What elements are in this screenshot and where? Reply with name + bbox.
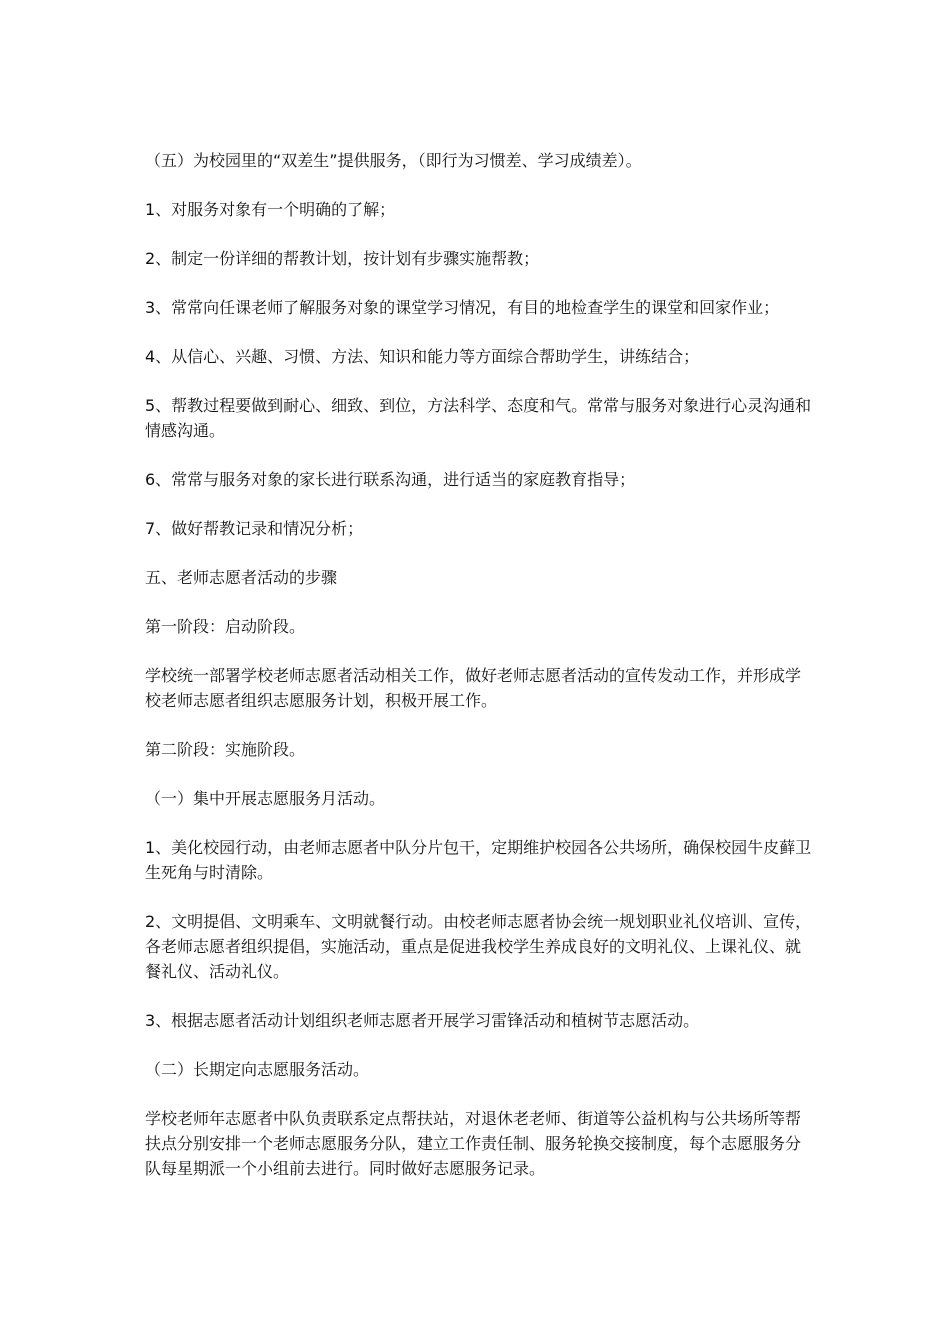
stage-heading: 第一阶段：启动阶段。: [145, 617, 306, 636]
list-item: 3、常常向任课老师了解服务对象的课堂学习情况，有目的地检查学生的课堂和回家作业；: [145, 298, 780, 317]
list-item: 1、对服务对象有一个明确的了解；: [145, 200, 396, 219]
stage-heading: 第二阶段：实施阶段。: [145, 740, 306, 759]
list-item: 2、文明提倡、文明乘车、文明就餐行动。由校老师志愿者协会统一规划职业礼仪培训、宣传，各老师志愿者组织提倡，实施活动，重点是促进我校学生养成良好的文明礼仪、上课礼仪、就餐礼仪、活动礼仪。: [145, 912, 812, 981]
list-item: 3、根据志愿者活动计划组织老师志愿者开展学习雷锋活动和植树节志愿活动。: [145, 1011, 700, 1030]
list-item: 2、制定一份详细的帮教计划，按计划有步骤实施帮教；: [145, 249, 540, 268]
body-paragraph: 学校统一部署学校老师志愿者活动相关工作，做好老师志愿者活动的宣传发动工作，并形成学校老师志愿者组织志愿服务计划，积极开展工作。: [145, 666, 802, 710]
list-item: 5、帮教过程要做到耐心、细致、到位，方法科学、态度和气。常常与服务对象进行心灵沟通和情感沟通。: [145, 396, 812, 440]
list-item: 4、从信心、兴趣、习惯、方法、知识和能力等方面综合帮助学生，讲练结合；: [145, 347, 700, 366]
section-heading: 五、老师志愿者活动的步骤: [145, 568, 338, 587]
list-item: 1、美化校园行动，由老师志愿者中队分片包干，定期维护校园各公共场所，确保校园牛皮藓卫生死角与时清除。: [145, 838, 812, 882]
subsection-heading: （二）长期定向志愿服务活动。: [145, 1060, 370, 1079]
subsection-heading: （一）集中开展志愿服务月活动。: [145, 789, 386, 808]
list-item: 7、做好帮教记录和情况分析；: [145, 519, 364, 538]
list-item: 6、常常与服务对象的家长进行联系沟通，进行适当的家庭教育指导；: [145, 470, 636, 489]
document-body: [145, 148, 815, 1205]
section-heading-five-sub: （五）为校园里的“双差生”提供服务，（即行为习惯差、学习成绩差）。: [145, 151, 642, 170]
body-paragraph: 学校老师年志愿者中队负责联系定点帮扶站，对退休老老师、街道等公益机构与公共场所等帮扶点分别安排一个老师志愿服务分队，建立工作责任制、服务轮换交接制度，每个志愿服务分队每星期派一个小组前去进行。同时做好志愿服务记录。: [145, 1109, 802, 1178]
